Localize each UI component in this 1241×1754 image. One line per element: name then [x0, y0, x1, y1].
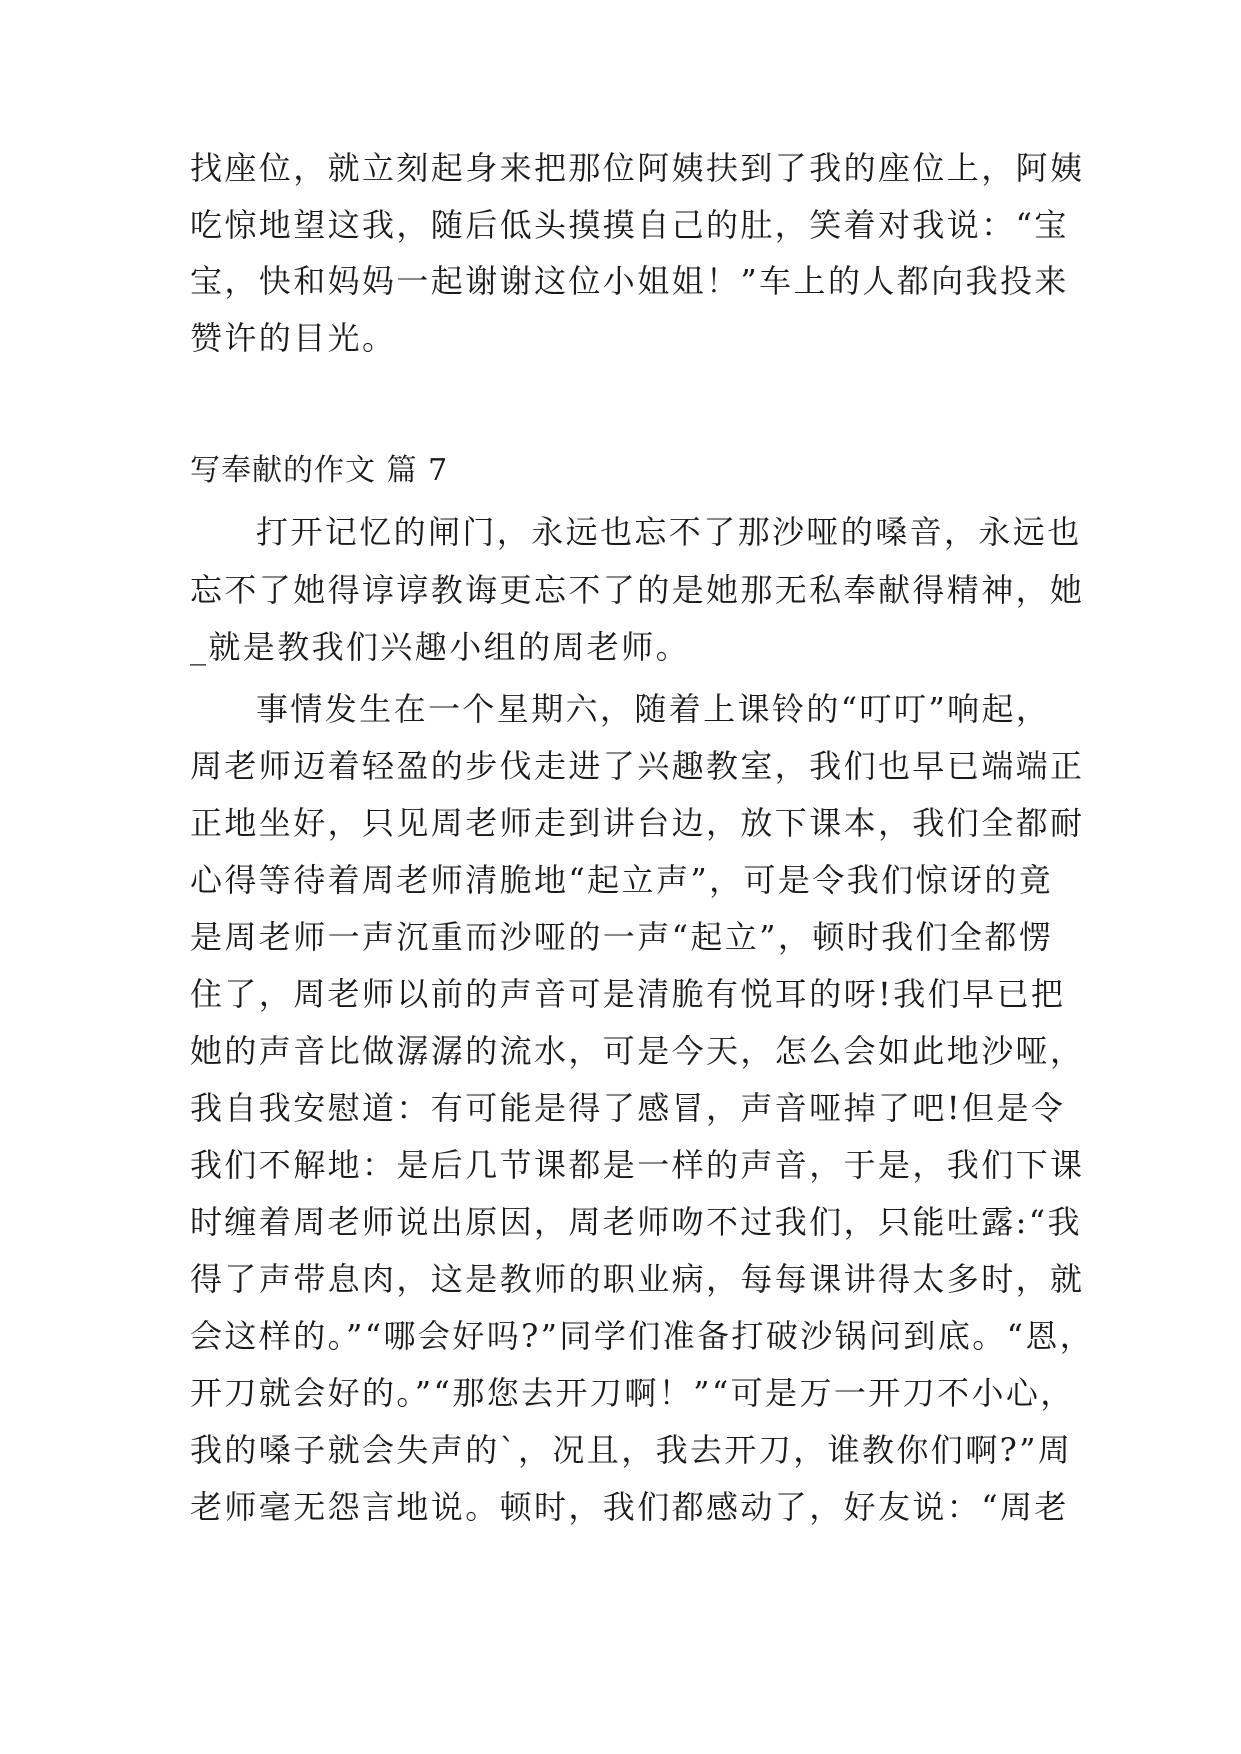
text-line: 我的嗓子就会失声的`，况且，我去开刀，谁教你们啊?”周: [190, 1431, 1073, 1469]
text-line: 吃惊地望这我，随后低头摸摸自己的肚，笑着对我说：“宝: [190, 206, 1069, 244]
text-line: 得了声带息肉，这是教师的职业病，每每课讲得太多时，就: [190, 1260, 1085, 1298]
text-line: 事情发生在一个星期六，随着上课铃的“叮叮”响起，: [256, 690, 1051, 728]
text-line: 忘不了她得谆谆教诲更忘不了的是她那无私奉献得精神，她: [190, 571, 1085, 609]
text-line: 住了，周老师以前的声音可是清脆有悦耳的呀!我们早已把: [190, 975, 1066, 1013]
text-line: 正地坐好，只见周老师走到讲台边，放下课本，我们全都耐: [190, 804, 1085, 842]
text-line: 我们不解地：是后几节课都是一样的声音，于是，我们下课: [190, 1146, 1085, 1184]
text-line: _就是教我们兴趣小组的周老师。: [190, 628, 691, 666]
text-line: 时缠着周老师说出原因，周老师吻不过我们，只能吐露:“我: [190, 1203, 1082, 1241]
text-line: 我自我安慰道：有可能是得了感冒，声音哑掉了吧!但是令: [190, 1089, 1066, 1127]
text-line: 老师毫无怨言地说。顿时，我们都感动了，好友说：“周老: [190, 1488, 1069, 1526]
text-line: 心得等待着周老师清脆地“起立声”，可是令我们惊讶的竟: [190, 861, 1054, 899]
text-line: 开刀就会好的。”“那您去开刀啊！”“可是万一开刀不小心，: [190, 1374, 1075, 1412]
text-line: 赞许的目光。: [190, 319, 397, 357]
text-line: 是周老师一声沉重而沙哑的一声“起立”，顿时我们全都愣: [190, 918, 1054, 956]
text-line: 会这样的。”“哪会好吗?”同学们准备打破沙锅问到底。“恩，: [190, 1317, 1095, 1355]
text-line: 周老师迈着轻盈的步伐走进了兴趣教室，我们也早已端端正: [190, 747, 1085, 785]
text-line: 找座位，就立刻起身来把那位阿姨扶到了我的座位上，阿姨: [190, 149, 1085, 187]
text-line: 宝，快和妈妈一起谢谢这位小姐姐！”车上的人都向我投来: [190, 262, 1069, 300]
section-heading: 写奉献的作文 篇 7: [190, 453, 449, 488]
text-line: 打开记忆的闸门，永远也忘不了那沙哑的嗓音，永远也: [256, 513, 1082, 551]
text-line: 她的声音比做潺潺的流水，可是今天，怎么会如此地沙哑，: [190, 1032, 1085, 1070]
